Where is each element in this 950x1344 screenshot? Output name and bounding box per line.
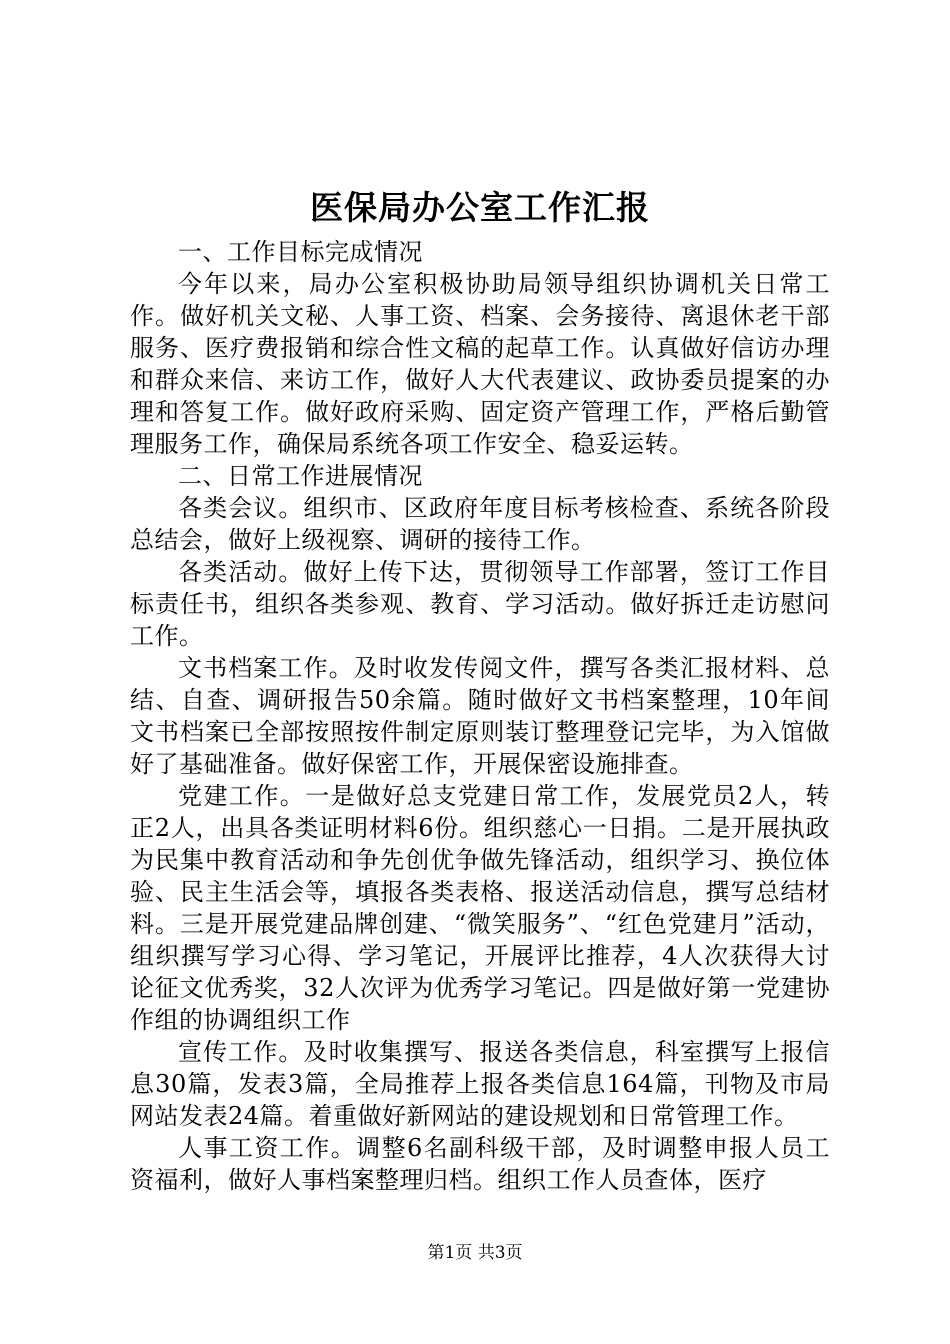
page-number-footer: 第1页 共3页 — [427, 1243, 523, 1263]
paragraph-archives: 文书档案工作。及时收发传阅文件，撰写各类汇报材料、总结、自查、调研报告50余篇。随时做好文书档案整理，10年间文书档案已全部按照按件制定原则装订整理登记完毕，为入馆做好了基础准备。做好保密工作，开展保密设施排查。 — [130, 654, 830, 778]
paragraph-party-building: 党建工作。一是做好总支党建日常工作，发展党员2人，转正2人，出具各类证明材料6份。组织慈心一日捐。二是开展执政为民集中教育活动和争先创优争做先锋活动，组织学习、换位体验、民主生活会等，填报各类表格、报送活动信息，撰写总结材料。三是开展党建品牌创建、“微笑服务”、“红色党建月”活动，组织撰写学习心得、学习笔记，开展评比推荐，4人次获得大讨论征文优秀奖，32人次评为优秀学习笔记。四是做好第一党建协作组的协调组织工作 — [130, 782, 830, 1034]
document-body — [130, 236, 830, 1196]
document-page — [130, 182, 830, 1196]
paragraph-publicity: 宣传工作。及时收集撰写、报送各类信息，科室撰写上报信息30篇，发表3篇，全局推荐上报各类信息164篇，刊物及市局网站发表24篇。着重做好新网站的建设规划和日常管理工作。 — [130, 1038, 830, 1130]
paragraph-goals: 今年以来，局办公室积极协助局领导组织协调机关日常工作。做好机关文秘、人事工资、档案、会务接待、离退休老干部服务、医疗费报销和综合性文稿的起草工作。认真做好信访办理和群众来信、来访工作，做好人大代表建议、政协委员提案的办理和答复工作。做好政府采购、固定资产管理工作，严格后勤管理服务工作，确保局系统各项工作安全、稳妥运转。 — [130, 270, 830, 458]
paragraph-personnel: 人事工资工作。调整6名副科级干部，及时调整申报人员工资福利，做好人事档案整理归档。组织工作人员查体，医疗 — [130, 1134, 830, 1194]
paragraph-meetings: 各类会议。组织市、区政府年度目标考核检查、系统各阶段总结会，做好上级视察、调研的接待工作。 — [130, 494, 830, 554]
section-heading-daily-work: 二、日常工作进展情况 — [178, 462, 423, 490]
paragraph-activities: 各类活动。做好上传下达，贯彻领导工作部署，签订工作目标责任书，组织各类参观、教育、学习活动。做好拆迁走访慰问工作。 — [130, 558, 830, 650]
document-title: 医保局办公室工作汇报 — [310, 188, 650, 227]
section-heading-goals: 一、工作目标完成情况 — [178, 238, 423, 266]
